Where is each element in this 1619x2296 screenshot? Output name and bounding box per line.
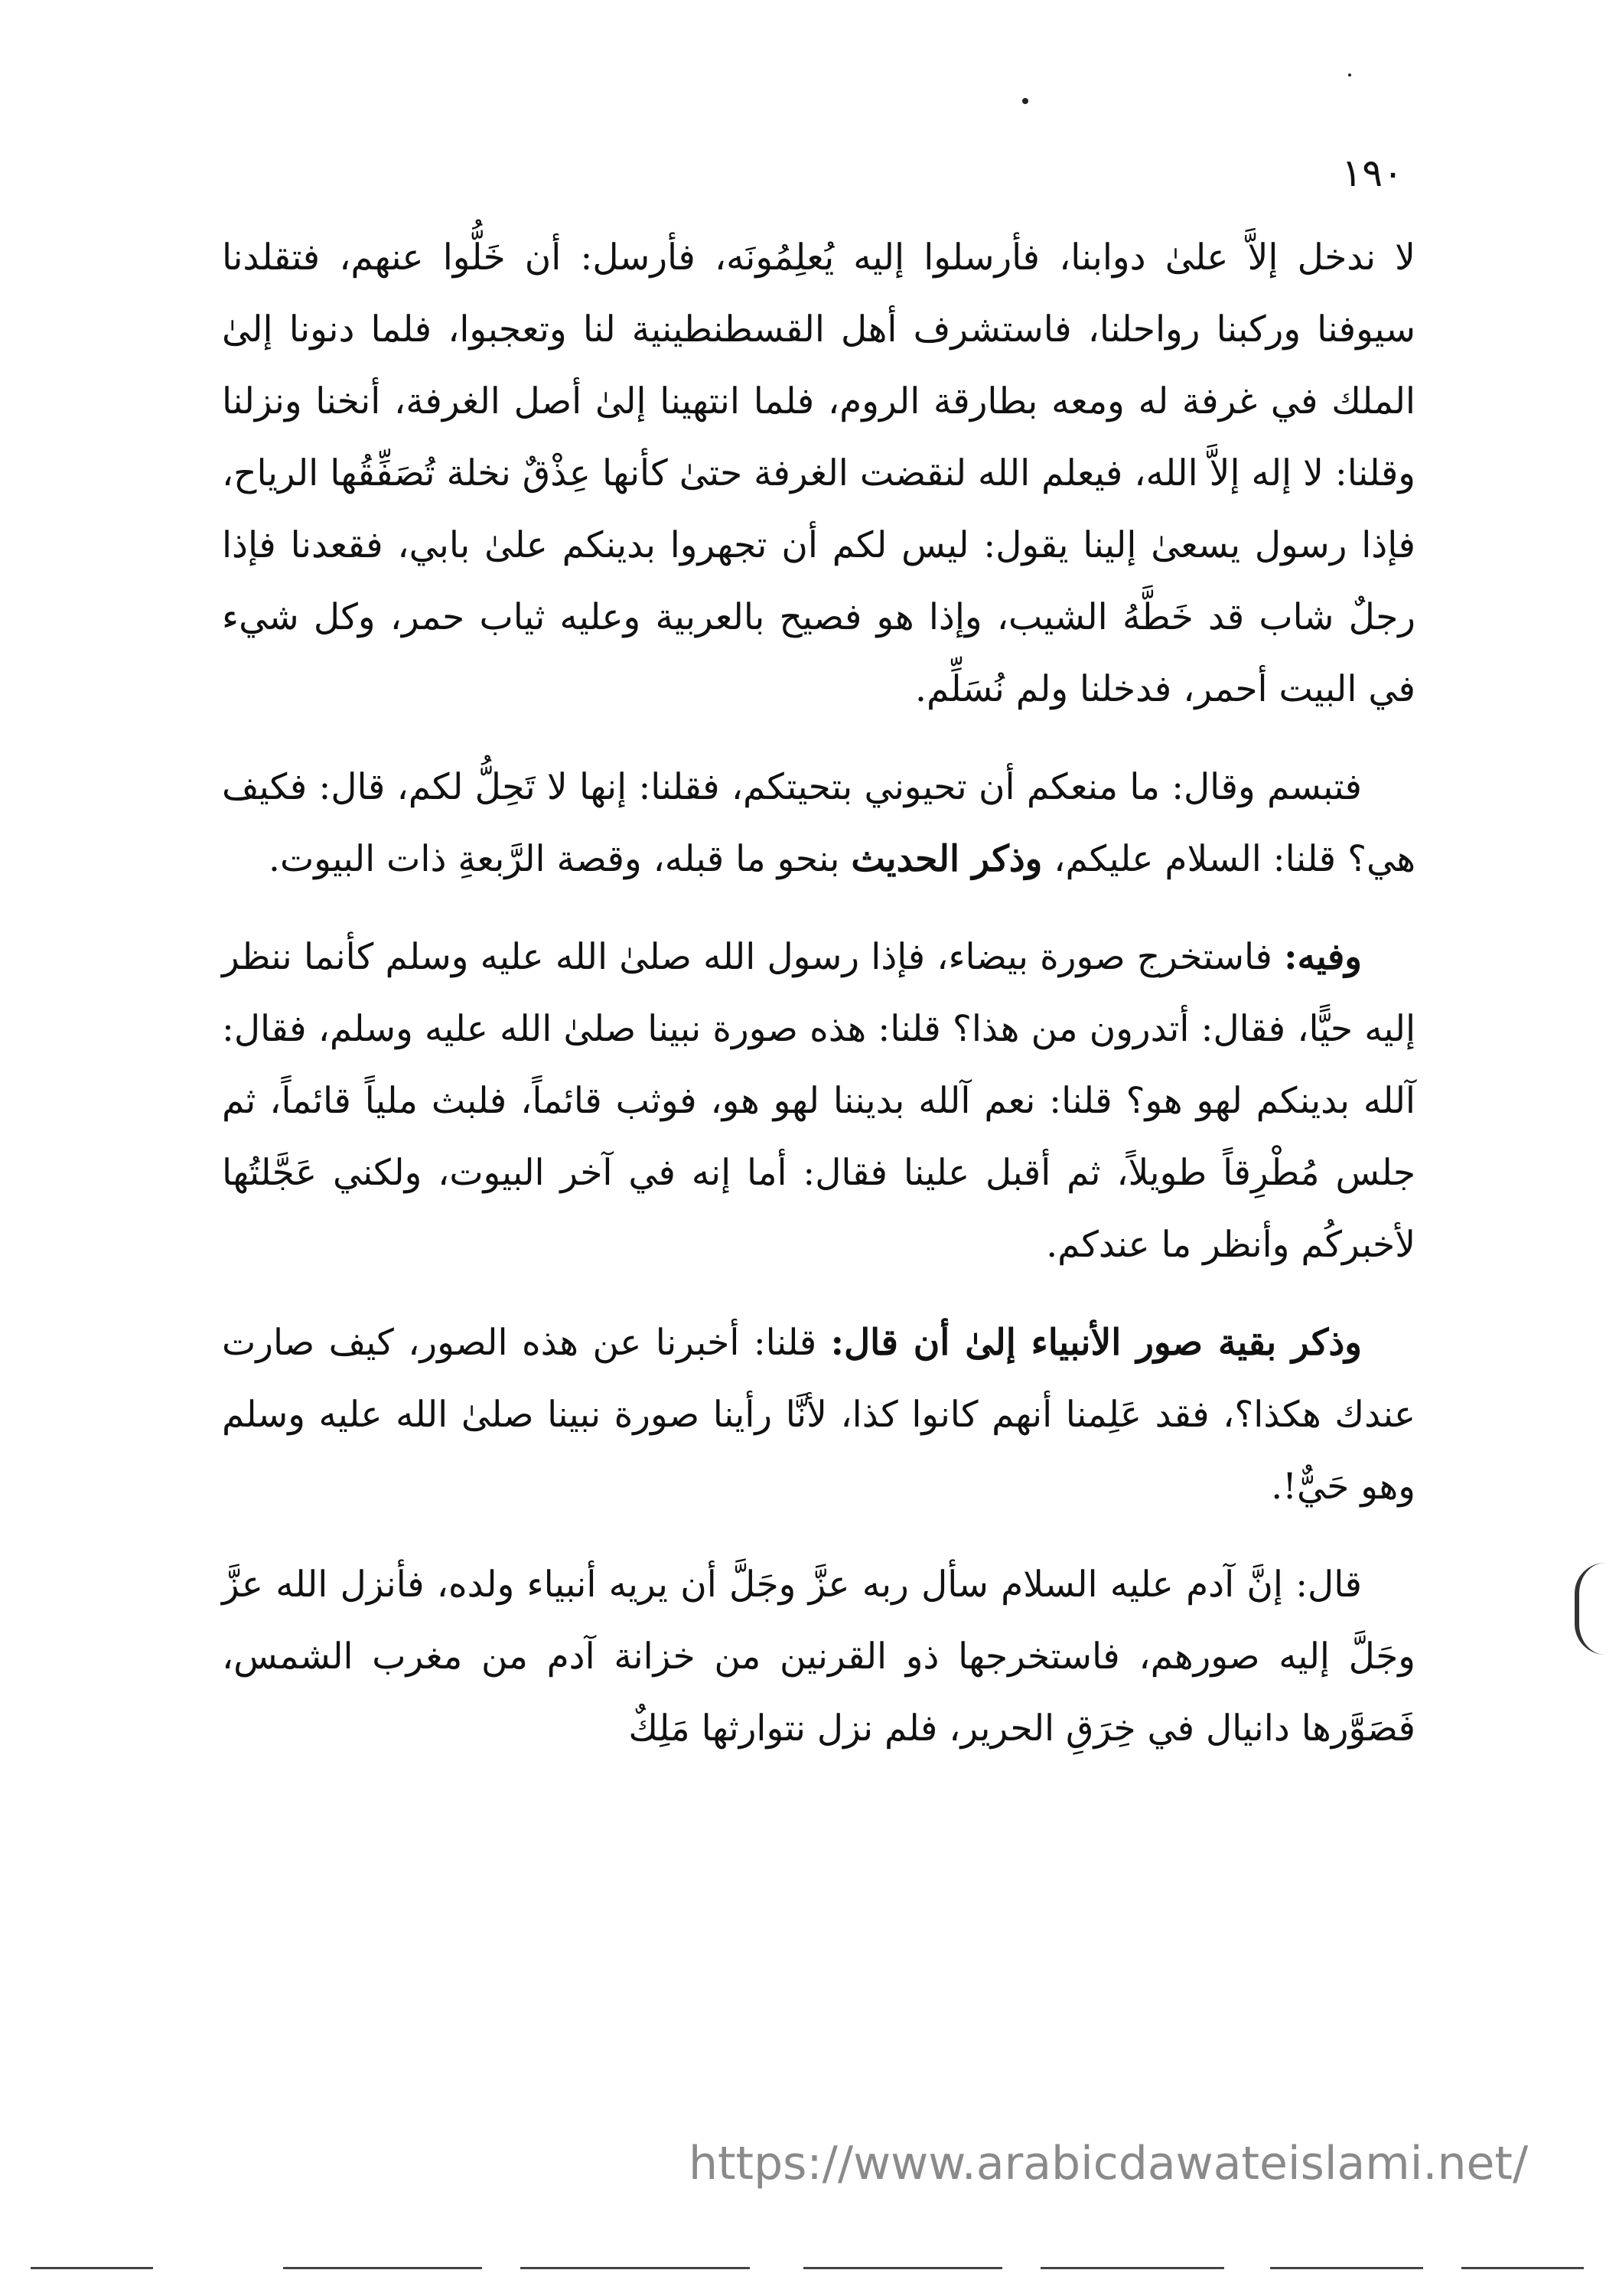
website-watermark: https://www.arabicdawateislami.net/ xyxy=(689,2137,1529,2190)
bottom-rule xyxy=(31,2267,153,2269)
paragraph-2-bold-phrase: وذكر الحديث xyxy=(851,838,1043,880)
paragraph-3-bold-lead: وفيه: xyxy=(1284,936,1362,978)
page-body xyxy=(222,222,1415,1791)
bottom-rule xyxy=(1270,2267,1423,2269)
bottom-rule xyxy=(1461,2267,1584,2269)
scan-speck xyxy=(1348,73,1351,77)
paragraph-4-bold-lead: وذكر بقية صور الأنبياء إلىٰ أن قال: xyxy=(830,1322,1362,1364)
paragraph-2-text: فتبسم وقال: ما منعكم أن تحيوني بتحيتكم، فقلنا: إنها لا تَحِلُّ لكم، قال: فكيف هي؟ قلنا: السلام عليكم، xyxy=(222,766,1415,880)
paragraph-3 xyxy=(222,921,1415,1281)
paragraph-2-text-end: بنحو ما قبله، وقصة الرَّبعةِ ذات البيوت. xyxy=(269,838,852,880)
bottom-edge-rules xyxy=(31,2267,1584,2278)
page-edge-binding-mark xyxy=(1575,1563,1605,1655)
bottom-rule xyxy=(803,2267,1002,2269)
page-number: ١٩٠ xyxy=(1341,151,1403,195)
paragraph-2 xyxy=(222,752,1415,895)
paragraph-4 xyxy=(222,1307,1415,1523)
bottom-rule xyxy=(520,2267,750,2269)
paragraph-5 xyxy=(222,1549,1415,1765)
paragraph-4-text: قلنا: أخبرنا عن هذه الصور، كيف صارت عندك هكذا؟، فقد عَلِمنا أنهم كانوا كذا، لأنَّا رأينا صورة نبينا صلىٰ الله عليه وسلم وهو حَيٌّ!. xyxy=(222,1322,1415,1508)
bottom-rule xyxy=(1041,2267,1224,2269)
paragraph-3-text: فاستخرج صورة بيضاء، فإذا رسول الله صلىٰ الله عليه وسلم كأنما ننظر إليه حيًّا، فقال: أتدرون من هذا؟ قلنا: هذه صورة نبينا صلىٰ الله عليه وسلم، فقال: آلله بدينكم لهو هو؟ قلنا: نعم آلله بديننا لهو هو، فوثب قائماً، فلبث ملياً قائماً، ثم جلس مُطْرِقاً طويلاً، ثم أقبل علينا فقال: أما إنه في آخر البيوت، ولكني عَجَّلتُها لأخبركُم وأنظر ما عندكم. xyxy=(222,936,1415,1266)
scan-speck xyxy=(1022,98,1028,104)
paragraph-1 xyxy=(222,222,1415,726)
paragraph-5-text: قال: إنَّ آدم عليه السلام سأل ربه عزَّ وجَلَّ أن يريه أنبياء ولده، فأنزل الله عزَّ وجَلَّ إليه صورهم، فاستخرجها ذو القرنين من خزانة آدم من مغرب الشمس، فَصَوَّرها دانيال في خِرَقِ الحرير، فلم نزل نتوارثها مَلِكٌ xyxy=(222,1564,1415,1750)
bottom-rule xyxy=(283,2267,482,2269)
paragraph-1-text: لا ندخل إلاَّ علىٰ دوابنا، فأرسلوا إليه يُعلِمُونَه، فأرسل: أن خَلُّوا عنهم، فتقلدنا سيوفنا وركبنا رواحلنا، فاستشرف أهل القسطنطينية لنا وتعجبوا، فلما دنونا إلىٰ الملك في غرفة له ومعه بطارقة الروم، فلما انتهينا إلىٰ أصل الغرفة، أنخنا ونزلنا وقلنا: لا إله إلاَّ الله، فيعلم الله لنقضت الغرفة حتىٰ كأنها عِذْقٌ نخلة تُصَفِّقُها الرياح، فإذا رسول يسعىٰ إلينا يقول: ليس لكم أن تجهروا بدينكم علىٰ بابي، فقعدنا فإذا رجلٌ شاب قد خَطَّهُ الشيب، وإذا هو فصيح بالعربية وعليه ثياب حمر، وكل شيء في البيت أحمر، فدخلنا ولم نُسَلِّم. xyxy=(222,236,1415,710)
